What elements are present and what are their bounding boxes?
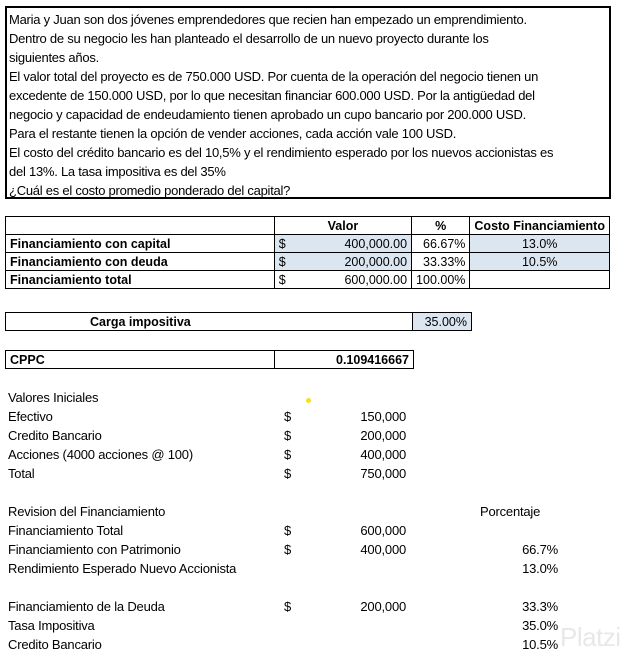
header-percent[interactable]: %	[412, 217, 470, 235]
review-row-label: Rendimiento Esperado Nuevo Accionista	[8, 561, 237, 576]
pct-cell[interactable]: 33.33%	[412, 253, 470, 271]
header-costo-financiamiento[interactable]: Costo Financiamiento	[470, 217, 610, 235]
currency-symbol: $	[284, 409, 292, 424]
problem-line: El costo del crédito bancario es del 10,5% y el rendimiento esperado por los nuevos accionistas es	[9, 145, 554, 160]
problem-line: del 13%. La tasa impositiva es del 35%	[9, 164, 226, 179]
row-label[interactable]: Financiamiento con capital	[6, 235, 275, 253]
cursor-highlight-dot	[306, 398, 311, 403]
cost-cell[interactable]	[470, 271, 610, 289]
problem-line: Dentro de su negocio les han planteado el desarrollo de un nuevo proyecto durante los	[9, 31, 489, 46]
review-row-pct: 33.3%	[522, 599, 558, 614]
review-row-label: Financiamiento Total	[8, 523, 123, 538]
problem-question: ¿Cuál es el costo promedio ponderado del capital?	[9, 183, 291, 198]
problem-line: siguientes años.	[9, 50, 99, 65]
problem-line: negocio y capacidad de endeudamiento tienen aprobado un cupo bancario por 200.000 USD.	[9, 107, 526, 122]
row-label[interactable]: Financiamiento con deuda	[6, 253, 275, 271]
problem-statement-box	[5, 6, 611, 199]
review-row-pct: 35.0%	[522, 618, 558, 633]
cost-cell[interactable]: 13.0%	[470, 235, 610, 253]
table-row	[6, 235, 610, 253]
problem-line: Para el restante tienen la opción de vender acciones, cada acción vale 100 USD.	[9, 126, 457, 141]
currency-symbol: $	[284, 466, 292, 481]
review-row-pct: 13.0%	[522, 561, 558, 576]
value: 200,000.00	[344, 254, 408, 269]
pct-cell[interactable]: 66.67%	[412, 235, 470, 253]
currency-symbol: $	[284, 428, 292, 443]
tax-rate-table	[5, 312, 472, 331]
table-header-row	[6, 217, 610, 235]
currency-symbol: $	[284, 599, 292, 614]
header-valor[interactable]: Valor	[274, 217, 411, 235]
initial-row-value: 400,000	[360, 447, 406, 462]
value: 400,000.00	[344, 236, 408, 251]
problem-line: excedente de 150.000 USD, por lo que necesitan financiar 600.000 USD. Por la antigüedad del	[9, 88, 535, 103]
initial-row-label: Acciones (4000 acciones @ 100)	[8, 447, 193, 462]
review-pct-header: Porcentaje	[480, 504, 541, 519]
value-cell[interactable]	[274, 235, 411, 253]
tax-rate-value[interactable]: 35.00%	[413, 313, 472, 331]
currency-symbol: $	[278, 254, 286, 269]
platzi-watermark-logo: Platzi	[560, 622, 621, 652]
review-row-label: Credito Bancario	[8, 637, 102, 652]
review-row-label: Financiamiento con Patrimonio	[8, 542, 181, 557]
value-cell[interactable]	[274, 271, 411, 289]
row-label[interactable]: Financiamiento total	[6, 271, 275, 289]
initial-row-value: 200,000	[360, 428, 406, 443]
review-row-pct: 66.7%	[522, 542, 558, 557]
value: 600,000.00	[344, 272, 408, 287]
cost-cell[interactable]: 10.5%	[470, 253, 610, 271]
review-title: Revision del Financiamiento	[8, 504, 166, 519]
table-row-total	[6, 271, 610, 289]
header-empty	[6, 217, 275, 235]
currency-symbol: $	[278, 272, 286, 287]
currency-symbol: $	[284, 542, 292, 557]
value-cell[interactable]	[274, 253, 411, 271]
cppc-value[interactable]: 0.109416667	[275, 351, 414, 369]
review-row-value: 600,000	[360, 523, 406, 538]
table-row	[6, 253, 610, 271]
initial-row-label: Total	[8, 466, 35, 481]
initial-row-value: 750,000	[360, 466, 406, 481]
cppc-label[interactable]: CPPC	[6, 351, 275, 369]
problem-line: Maria y Juan son dos jóvenes emprendedores que recien han empezado un emprendimiento.	[9, 12, 527, 27]
initial-row-value: 150,000	[360, 409, 406, 424]
initial-values-title: Valores Iniciales	[8, 390, 99, 405]
currency-symbol: $	[278, 236, 286, 251]
initial-row-label: Efectivo	[8, 409, 53, 424]
review-row-label: Financiamiento de la Deuda	[8, 599, 165, 614]
review-row-pct: 10.5%	[522, 637, 558, 652]
pct-cell[interactable]: 100.00%	[412, 271, 470, 289]
problem-line: El valor total del proyecto es de 750.000 USD. Por cuenta de la operación del negocio tienen un	[9, 69, 539, 84]
initial-row-label: Credito Bancario	[8, 428, 102, 443]
tax-rate-label[interactable]: Carga impositiva	[6, 313, 413, 331]
financing-table	[5, 216, 610, 289]
review-row-value: 400,000	[360, 542, 406, 557]
review-row-label: Tasa Impositiva	[8, 618, 95, 633]
currency-symbol: $	[284, 447, 292, 462]
cppc-table	[5, 350, 414, 369]
currency-symbol: $	[284, 523, 292, 538]
review-row-value: 200,000	[360, 599, 406, 614]
